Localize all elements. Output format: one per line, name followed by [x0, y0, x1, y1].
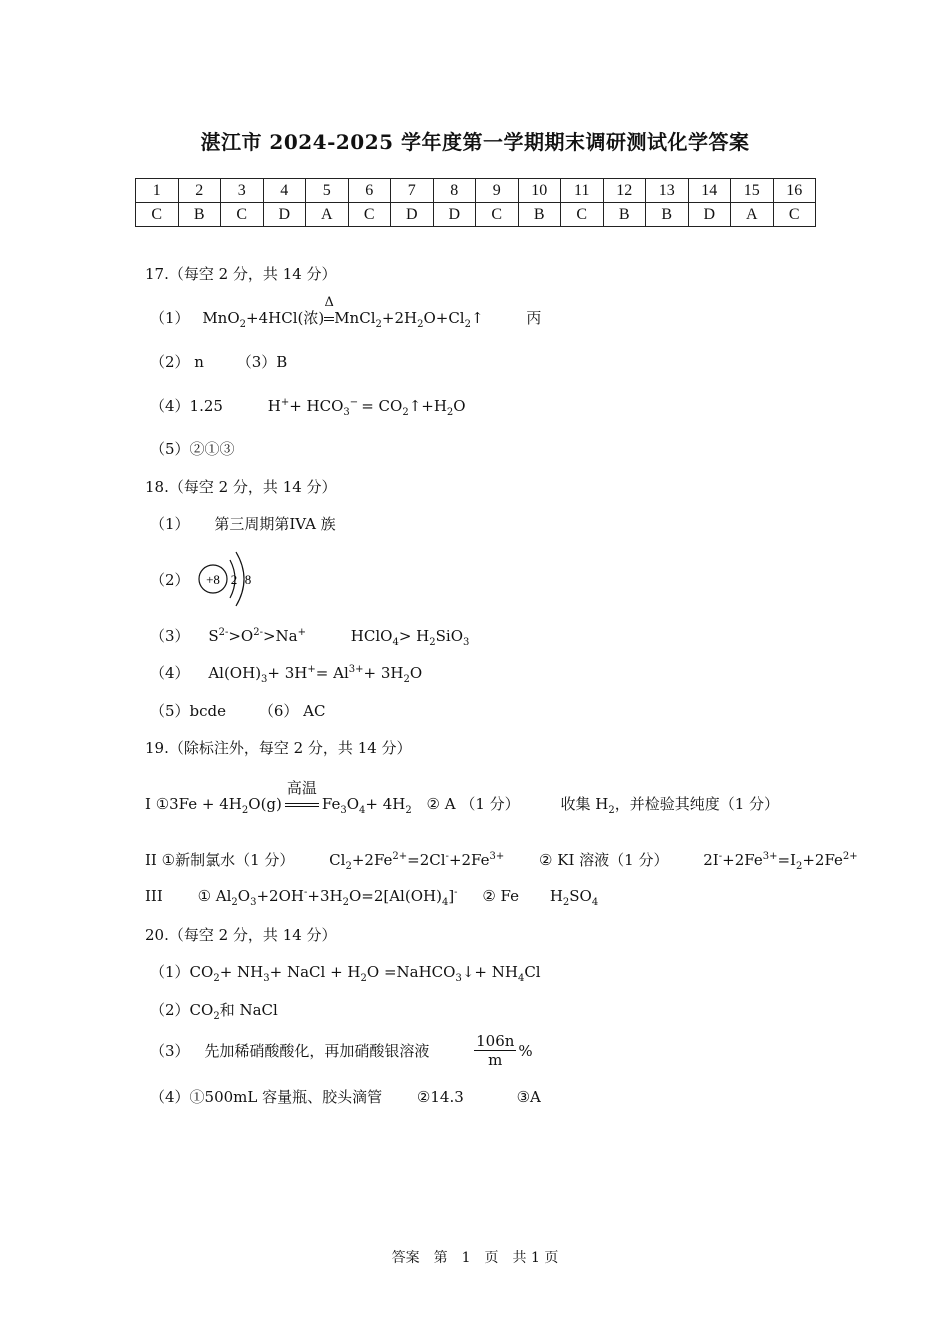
answer-cell: A — [731, 203, 774, 227]
q17-part5: （5）②①③ — [150, 440, 235, 458]
q20-part4 — [150, 1086, 541, 1107]
answer-table-answer-row — [136, 203, 816, 227]
q18-part4-label: （4） — [150, 664, 190, 682]
question-number: 9 — [476, 179, 519, 203]
q19-part-i — [145, 779, 780, 816]
q20-part4-second: ②14.3 — [416, 1088, 464, 1106]
nucleus-charge: +8 — [206, 572, 220, 587]
q20-header: 20.（每空 2 分，共 14 分） — [145, 926, 337, 944]
q20-part3 — [150, 1032, 533, 1069]
answer-cell: D — [391, 203, 434, 227]
q19-i-second: ② A （1 分） — [426, 795, 520, 813]
q20-part3-fraction — [474, 1032, 516, 1069]
q19-ii-equation-2: $2I^-+2Fe^{3+}=I_2+2Fe^{2+}$ — [703, 851, 858, 872]
q19-ii-equation-1: $Cl_2+2Fe^{2+}=2Cl^-+2Fe^{3+}$ — [329, 851, 505, 872]
fraction-denominator: m — [488, 1051, 503, 1069]
q18-part5-6 — [150, 700, 325, 721]
q18-part5: （5）bcde — [150, 702, 227, 720]
q18-part4-equation: $Al(OH)_3+ 3H^+= Al^{3+}+ 3H_2O$ — [208, 664, 423, 685]
q17-part2-3 — [150, 351, 287, 372]
q18-part6: （6） AC — [258, 702, 326, 720]
question-number: 12 — [603, 179, 646, 203]
q19-ii-first: II ①新制氯水（1 分） — [145, 851, 295, 869]
question-number: 8 — [433, 179, 476, 203]
q18-part1-answer: 第三周期第IVA 族 — [214, 515, 336, 533]
answer-cell: D — [263, 203, 306, 227]
q17-part1-extra: 丙 — [526, 309, 542, 327]
heating-condition: Δ — [324, 309, 334, 327]
q19-header: 19.（除标注外，每空 2 分，共 14 分） — [145, 739, 412, 757]
question-number: 14 — [688, 179, 731, 203]
q17-part4-label: （4）1.25 — [150, 397, 223, 415]
answer-cell: A — [306, 203, 349, 227]
q17-part4 — [150, 395, 466, 416]
q20-part3-method: 先加稀硝酸酸化，再加硝酸银溶液 — [204, 1042, 430, 1060]
q17-part4-equation: $H^++ HCO_3^-$ = $CO_2↑+H_2O$ — [267, 397, 466, 418]
q18-part4 — [150, 662, 422, 683]
question-number: 1 — [136, 179, 179, 203]
question-number: 6 — [348, 179, 391, 203]
gas-arrow-icon: ↑ — [470, 309, 484, 327]
q18-part3-label: （3） — [150, 627, 190, 645]
q19-part-iii — [145, 887, 599, 908]
percent-sign: % — [518, 1041, 533, 1060]
q19-part-ii — [145, 849, 858, 870]
q19-iii-third: $H_2SO_4$ — [549, 887, 599, 908]
fraction-numerator: 106n — [476, 1032, 515, 1050]
oxygen-ion-structure-diagram — [196, 548, 266, 610]
question-number: 13 — [646, 179, 689, 203]
q20-part4-first: （4）①500mL 容量瓶、胶头滴管 — [150, 1088, 383, 1106]
page-footer: 答案 第 1 页 共 1 页 — [391, 1250, 559, 1266]
q17-part3: （3）B — [236, 353, 288, 371]
answer-cell: C — [476, 203, 519, 227]
answer-cell: B — [518, 203, 561, 227]
q18-part3-acidity: HClO$_4$> $H_2SiO_3$ — [350, 627, 470, 648]
page-title: 湛江市 2024-2025 学年度第一学期期末调研测试化学答案 — [200, 130, 750, 154]
answer-cell: C — [773, 203, 816, 227]
question-number: 7 — [391, 179, 434, 203]
q18-part2-label: （2） — [150, 571, 190, 589]
answer-cell: D — [688, 203, 731, 227]
q17-header: 17.（每空 2 分，共 14 分） — [145, 265, 337, 283]
q17-part1-equation: MnO$_2$+4HCl(浓) Δ $MnCl_2+2H_2O+Cl_2↑$ — [202, 295, 484, 330]
question-number: 15 — [731, 179, 774, 203]
q19-i-equation: I ①3Fe + $4H_2O(g)$ 高温 $Fe_3O_4+ 4H_2$ — [145, 779, 412, 816]
question-number: 4 — [263, 179, 306, 203]
q20-part4-third: ③A — [516, 1088, 541, 1106]
question-number: 3 — [221, 179, 264, 203]
q18-part3-ion-radius: $S^{2-}>O^{2-}>Na^+$ — [208, 627, 307, 645]
q19-ii-second: ② KI 溶液（1 分） — [539, 851, 669, 869]
answer-cell: B — [603, 203, 646, 227]
q18-header: 18.（每空 2 分，共 14 分） — [145, 478, 337, 496]
q20-part1: $(1)CO_2+ NH_3+$ NaCl + $H_2O$ =NaHCO$_3$↓+ $NH_4Cl$ — [150, 963, 541, 984]
q19-i-third: 收集 $H_2$，并检验其纯度（1 分） — [560, 795, 780, 816]
q18-part3 — [150, 625, 469, 646]
q18-part1-label: （1） — [150, 515, 190, 533]
answer-cell: D — [433, 203, 476, 227]
answer-cell: B — [646, 203, 689, 227]
q17-part1 — [150, 295, 542, 330]
q19-iii-label: III — [145, 887, 163, 905]
answer-table — [135, 178, 816, 227]
q20-part3-label: （3） — [150, 1042, 190, 1060]
answer-cell: C — [221, 203, 264, 227]
question-number: 10 — [518, 179, 561, 203]
answer-cell: B — [178, 203, 221, 227]
q20-part2: $(2)CO_2$和 NaCl — [150, 1001, 278, 1022]
question-number: 16 — [773, 179, 816, 203]
q18-part1 — [150, 513, 336, 534]
question-number: 5 — [306, 179, 349, 203]
q17-part2: （2） n — [150, 353, 204, 371]
answer-cell: C — [136, 203, 179, 227]
question-number: 11 — [561, 179, 604, 203]
question-number: 2 — [178, 179, 221, 203]
q19-iii-second: ② Fe — [482, 887, 520, 905]
answer-table-number-row — [136, 179, 816, 203]
shell-1-electrons: 2 — [230, 572, 238, 587]
shell-2-electrons: 8 — [244, 572, 252, 587]
answer-cell: C — [348, 203, 391, 227]
q19-iii-equation: ① $Al_2O_3+2OH^-+3H_2O=2[Al(OH)_4]^-$ — [197, 887, 458, 908]
high-temperature-condition: 高温 — [285, 795, 319, 813]
q17-part1-label: （1） — [150, 309, 190, 327]
answer-cell: C — [561, 203, 604, 227]
